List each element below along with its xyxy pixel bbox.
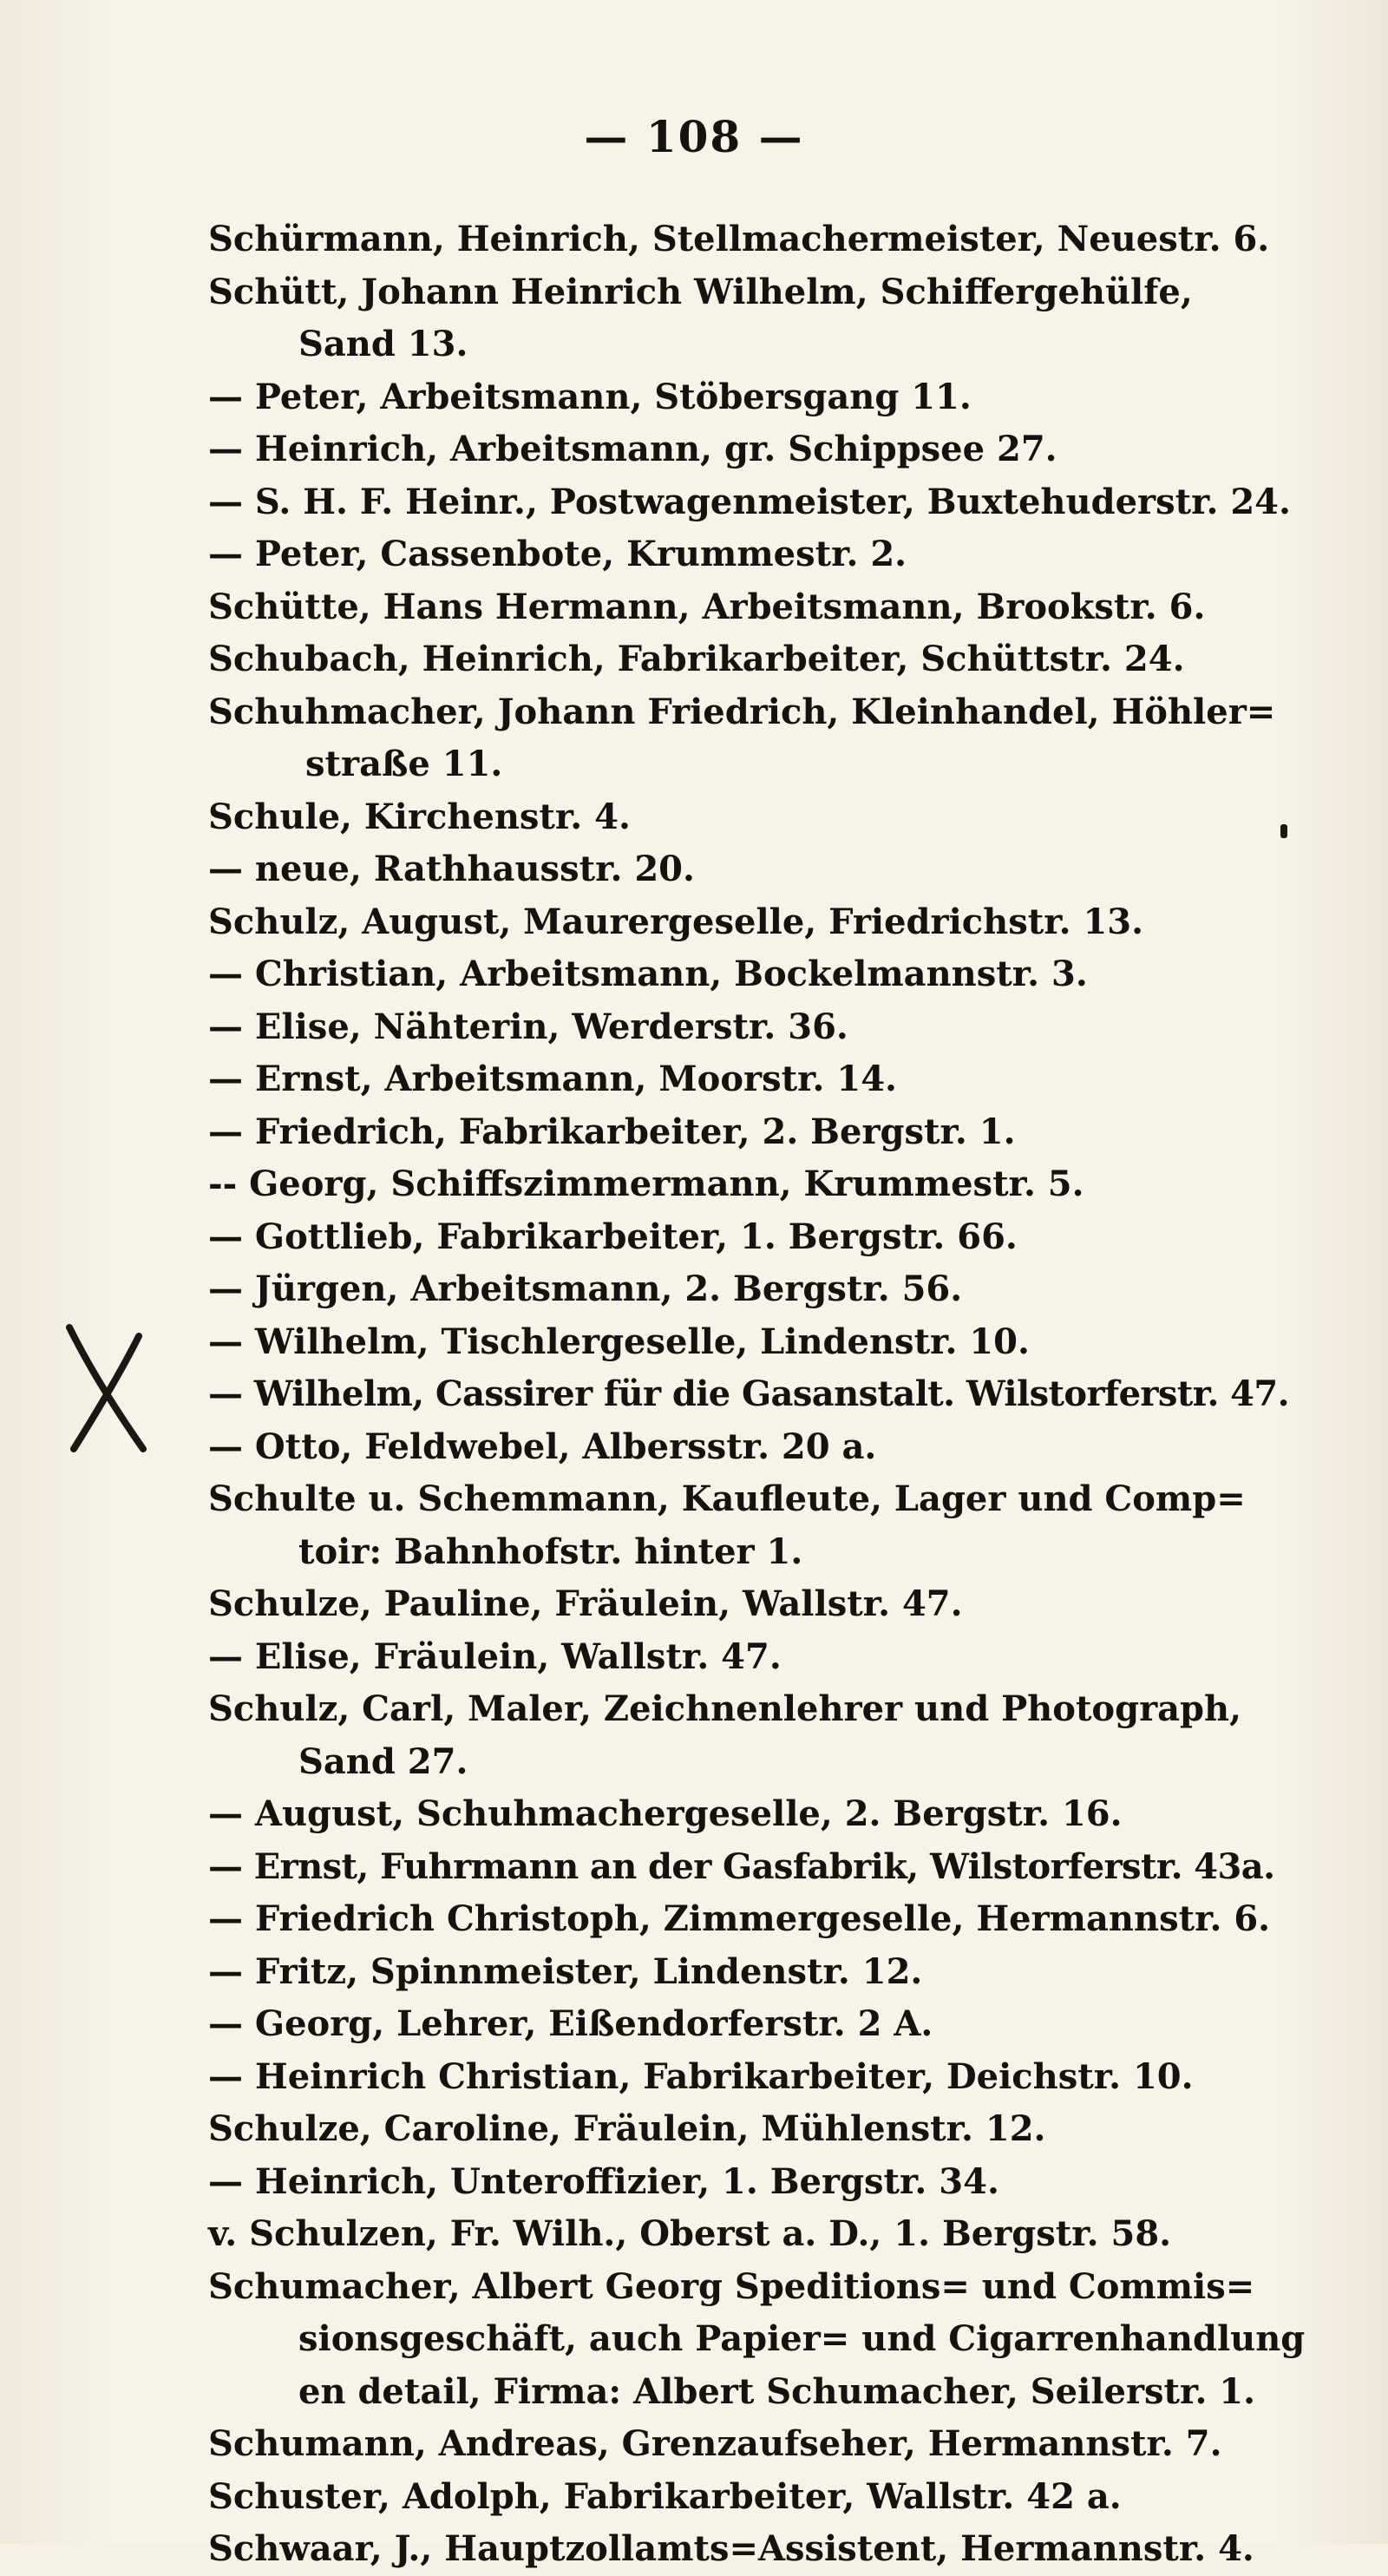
page-number: — 108 — [584,111,804,162]
directory-entry: — Fritz, Spinnmeister, Lindenstr. 12. [208,1950,923,1992]
directory-entry-continuation: en detail, Firma: Albert Schumacher, Seilerstr. 1. [298,2370,1256,2412]
directory-entry: — Heinrich Christian, Fabrikarbeiter, Deichstr. 10. [208,2055,1194,2097]
directory-entry: Schütte, Hans Hermann, Arbeitsmann, Brookstr. 6. [208,586,1206,627]
directory-entry: Schulz, August, Maurergeselle, Friedrichstr. 13. [208,901,1144,942]
directory-entry: Schulze, Caroline, Fräulein, Mühlenstr. 12. [208,2108,1046,2149]
directory-entry: — S. H. F. Heinr., Postwagenmeister, Buxtehuderstr. 24. [208,481,1291,522]
directory-entry: — Friedrich, Fabrikarbeiter, 2. Bergstr. 1. [208,1111,1016,1152]
ink-speck [1280,824,1287,838]
directory-entry: — Elise, Fräulein, Wallstr. 47. [208,1635,782,1677]
directory-entry: Schulze, Pauline, Fräulein, Wallstr. 47. [208,1583,963,1624]
directory-entry-continuation: straße 11. [305,744,503,784]
directory-entry: Schulte u. Schemmann, Kaufleute, Lager und Comp= [208,1478,1246,1519]
directory-entry: -- Georg, Schiffszimmermann, Krummestr. 5. [208,1163,1084,1204]
directory-entries [208,213,1353,2576]
directory-entry: Schumann, Andreas, Grenzaufseher, Hermannstr. 7. [208,2423,1222,2464]
directory-entry: — Peter, Arbeitsmann, Stöbersgang 11. [208,376,972,417]
directory-entry: — Wilhelm, Tischlergeselle, Lindenstr. 10. [208,1321,1030,1362]
directory-entry: Schwaar, J., Hauptzollamts=Assistent, Hermannstr. 4. [208,2528,1254,2569]
directory-entry: Schuhmacher, Johann Friedrich, Kleinhandel, Höhler= [208,691,1276,732]
directory-entry: — Otto, Feldwebel, Albersstr. 20 a. [208,1426,877,1467]
directory-entry: Schubach, Heinrich, Fabrikarbeiter, Schüttstr. 24. [208,639,1185,679]
handwritten-x-mark [61,1319,156,1458]
directory-entry: v. Schulzen, Fr. Wilh., Oberst a. D., 1. Bergstr. 58. [208,2213,1172,2254]
directory-entry: Schürmann, Heinrich, Stellmachermeister, Neuestr. 6. [208,219,1270,259]
directory-entry: — Peter, Cassenbote, Krummestr. 2. [208,534,907,574]
directory-entry: — Ernst, Arbeitsmann, Moorstr. 14. [208,1059,897,1099]
directory-entry-continuation: sionsgeschäft, auch Papier= und Cigarrenhandlung [298,2318,1306,2359]
directory-entry: — Gottlieb, Fabrikarbeiter, 1. Bergstr. 66. [208,1216,1018,1257]
directory-entry: — Elise, Nähterin, Werderstr. 36. [208,1006,848,1047]
directory-entry-continuation: toir: Bahnhofstr. hinter 1. [298,1531,803,1572]
directory-entry: Schumacher, Albert Georg Speditions= und Commis= [208,2265,1255,2307]
directory-entry: — Heinrich, Unteroffizier, 1. Bergstr. 34. [208,2160,999,2202]
directory-entry: — Ernst, Fuhrmann an der Gasfabrik, Wilstorferstr. 43a. [208,1845,1275,1887]
directory-entry-continuation: Sand 13. [298,324,468,364]
directory-entry: — Christian, Arbeitsmann, Bockelmannstr. 3. [208,954,1088,994]
directory-entry: Schulz, Carl, Maler, Zeichnenlehrer und Photograph, [208,1688,1242,1729]
directory-entry: Schütt, Johann Heinrich Wilhelm, Schiffergehülfe, [208,271,1193,312]
directory-entry: — August, Schuhmachergeselle, 2. Bergstr. 16. [208,1793,1123,1834]
directory-entry: — Jürgen, Arbeitsmann, 2. Bergstr. 56. [208,1268,963,1309]
directory-entry: Schuster, Adolph, Fabrikarbeiter, Wallstr. 42 a. [208,2475,1122,2517]
directory-entry: — Georg, Lehrer, Eißendorferstr. 2 A. [208,2003,933,2044]
directory-entry: — Wilhelm, Cassirer für die Gasanstalt. Wilstorferstr. 47. [208,1373,1289,1414]
directory-entry: Schule, Kirchenstr. 4. [208,796,631,837]
directory-entry: — Heinrich, Arbeitsmann, gr. Schippsee 27. [208,429,1057,469]
directory-entry-continuation: Sand 27. [298,1740,468,1782]
directory-entry: — neue, Rathhausstr. 20. [208,849,695,889]
directory-entry: — Friedrich Christoph, Zimmergeselle, Hermannstr. 6. [208,1898,1271,1939]
